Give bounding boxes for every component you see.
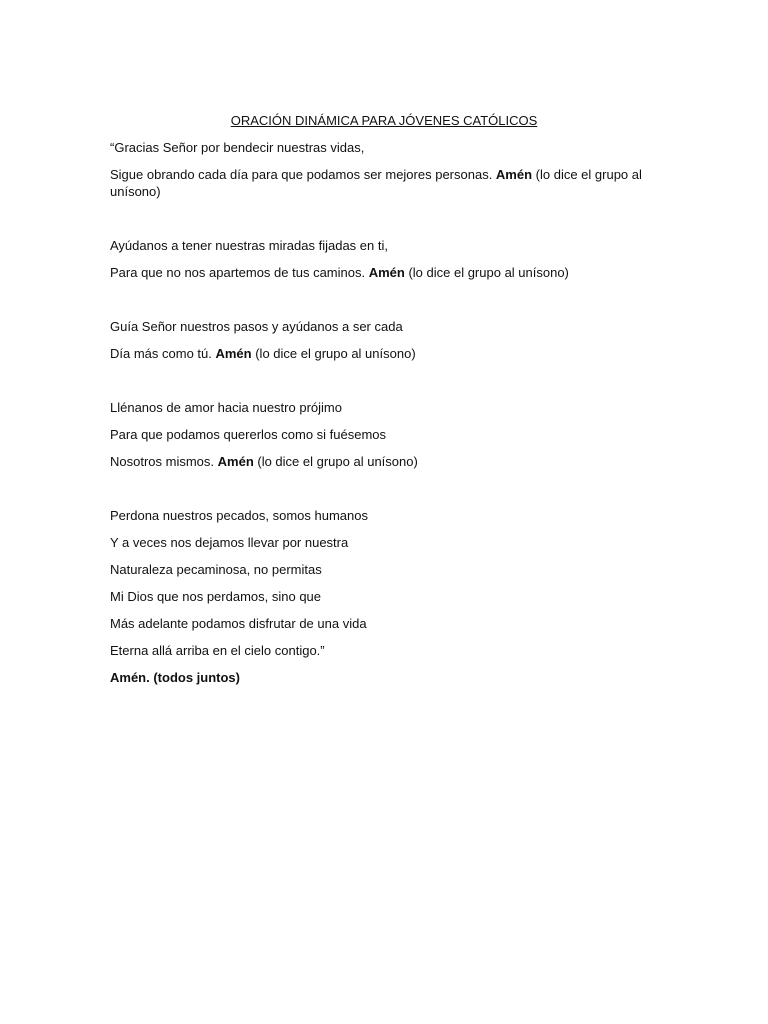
stanza-gap	[110, 480, 650, 507]
document-title: ORACIÓN DINÁMICA PARA JÓVENES CATÓLICOS	[230, 113, 538, 128]
prayer-line: Más adelante podamos disfrutar de una vida	[110, 616, 367, 631]
prayer-line: Y a veces nos dejamos llevar por nuestra	[110, 535, 349, 550]
amen-word: Amén	[215, 346, 252, 361]
line-note: (lo dice el grupo al unísono)	[251, 346, 416, 361]
amen-word: Amén	[217, 454, 254, 469]
line-text: Para que no nos apartemos de tus caminos.	[110, 265, 369, 280]
closing-line: Amén. (todos juntos)	[110, 670, 240, 685]
prayer-line: “Gracias Señor por bendecir nuestras vidas,	[110, 140, 365, 155]
prayer-line	[110, 166, 650, 200]
prayer-line: Para que podamos quererlos como si fuésemos	[110, 427, 387, 442]
prayer-line: Naturaleza pecaminosa, no permitas	[110, 562, 322, 577]
prayer-line: Eterna allá arriba en el cielo contigo.”	[110, 643, 325, 658]
prayer-line: Mi Dios que nos perdamos, sino que	[110, 589, 322, 604]
document-body	[110, 112, 650, 696]
line-note: (lo dice el grupo al unísono)	[404, 265, 569, 280]
prayer-line: Ayúdanos a tener nuestras miradas fijadas en ti,	[110, 238, 388, 253]
stanza-gap	[110, 372, 650, 399]
stanza-gap	[110, 210, 650, 237]
line-text: Día más como tú.	[110, 346, 216, 361]
line-text: Nosotros mismos.	[110, 454, 218, 469]
prayer-line	[110, 453, 650, 470]
line-text: Sigue obrando cada día para que podamos ser mejores personas.	[110, 167, 496, 182]
line-note: (lo dice el grupo al unísono)	[110, 167, 642, 199]
prayer-line	[110, 345, 650, 362]
prayer-line: Llénanos de amor hacia nuestro prójimo	[110, 400, 342, 415]
prayer-line	[110, 264, 650, 281]
prayer-line: Perdona nuestros pecados, somos humanos	[110, 508, 368, 523]
line-note: (lo dice el grupo al unísono)	[253, 454, 418, 469]
amen-word: Amén	[368, 265, 405, 280]
prayer-line: Guía Señor nuestros pasos y ayúdanos a ser cada	[110, 319, 403, 334]
amen-word: Amén	[495, 167, 533, 182]
stanza-gap	[110, 291, 650, 318]
